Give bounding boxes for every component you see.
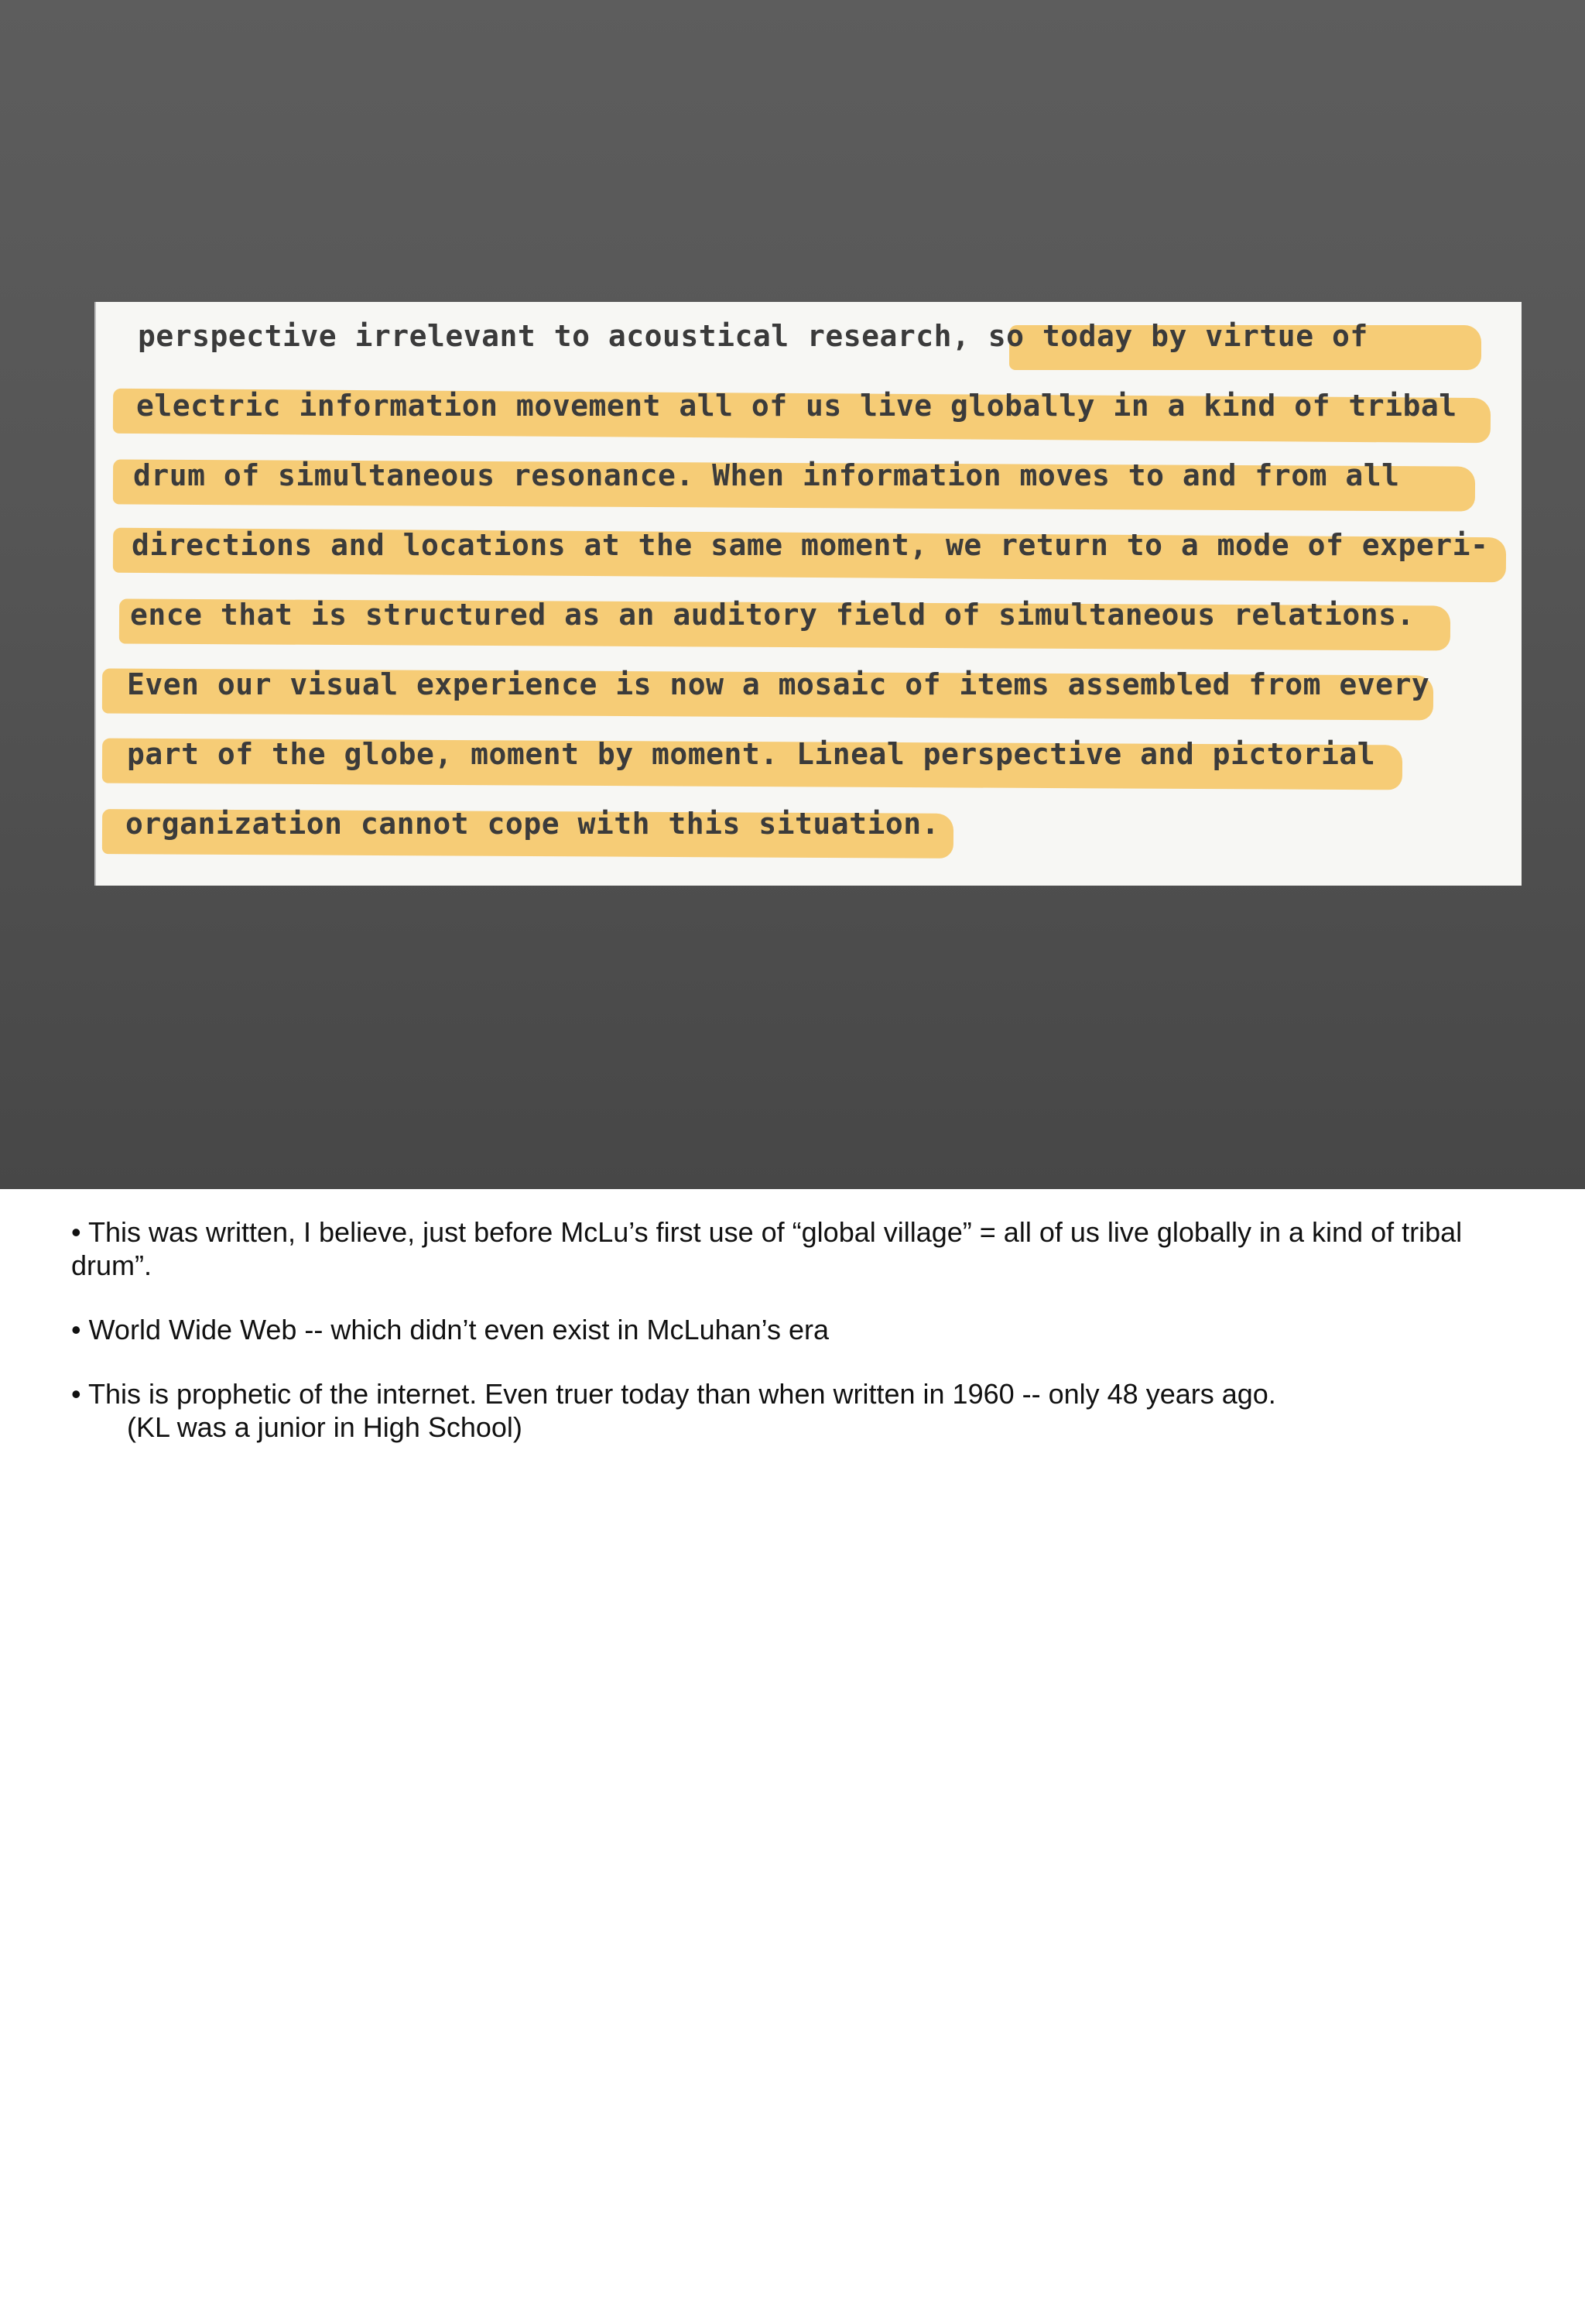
note-bullet-world-wide-web: • World Wide Web -- which didn’t even exist in McLuhan’s era [71, 1314, 830, 1345]
scan-line-4: directions and locations at the same moment, we return to a mode of experi- [132, 528, 1489, 562]
scan-line-8: organization cannot cope with this situation. [125, 807, 940, 841]
note-bullet-prophetic: • This is prophetic of the internet. Even truer today than when written in 1960 -- only 48 years ago. [71, 1378, 1276, 1410]
note-bullet-global-village: • This was written, I believe, just before McLu’s first use of “global village” = all of us live globally in a kind of tribal drum”. [71, 1216, 1463, 1281]
scan-line-3: drum of simultaneous resonance. When information moves to and from all [133, 458, 1400, 492]
speaker-notes [71, 1215, 1526, 1444]
scanned-typewritten-excerpt [94, 302, 1522, 886]
scan-line-6: Even our visual experience is now a mosaic of items assembled from every [127, 667, 1430, 701]
scan-line-2: electric information movement all of us live globally in a kind of tribal [136, 389, 1457, 423]
note-sub-line: (KL was a junior in High School) [127, 1411, 522, 1443]
scan-line-5: ence that is structured as an auditory field of simultaneous relations. [130, 598, 1415, 632]
scan-line-1: perspective irrelevant to acoustical research, so today by virtue of [138, 319, 1368, 353]
scan-line-7: part of the globe, moment by moment. Lineal perspective and pictorial [127, 737, 1376, 771]
